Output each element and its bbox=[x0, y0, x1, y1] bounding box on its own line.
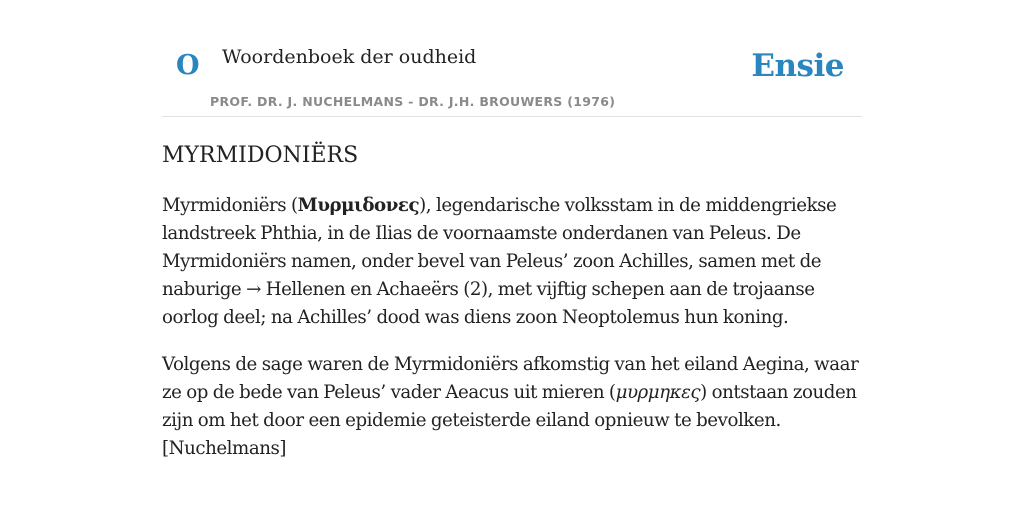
article-header bbox=[162, 0, 862, 117]
entry-title: MYRMIDONIËRS bbox=[162, 143, 359, 168]
entry-paragraph-2 bbox=[162, 351, 862, 463]
book-authors: PROF. DR. J. NUCHELMANS - DR. J.H. BROUWERS (1976) bbox=[210, 94, 616, 109]
arrow-right-icon: → bbox=[246, 279, 261, 301]
paragraph-text: en Achaeërs (2), met vijftig schepen aan de trojaanse oorlog deel; na Achilles’ dood was diens zoon Neoptolemus hun koning. bbox=[162, 279, 815, 329]
article-page bbox=[162, 0, 862, 463]
paragraph-text: Myrmidoniërs ( bbox=[162, 195, 298, 217]
crossref-link-hellenen[interactable]: Hellenen bbox=[265, 279, 346, 301]
brand-logo[interactable]: Ensie bbox=[751, 48, 844, 84]
greek-term: μυρμηκες bbox=[615, 382, 701, 404]
paragraph-text: ) ontstaan zouden zijn om het door een epidemie geteisterde eiland opnieuw te bevolken. [Nuchelmans] bbox=[162, 382, 857, 460]
paragraph-text: Volgens de sage waren de Myrmidoniërs afkomstig van het eiland Aegina, waar ze op de bede van Peleus’ vader Aeacus uit mieren ( bbox=[162, 354, 859, 404]
index-letter[interactable]: O bbox=[176, 50, 200, 81]
entry-paragraph-1 bbox=[162, 192, 862, 332]
greek-term: Μυρμιδονες bbox=[297, 195, 420, 217]
book-title[interactable]: Woordenboek der oudheid bbox=[222, 46, 477, 68]
paragraph-text: ), legendarische volksstam in de middengriekse landstreek Phthia, in de Ilias de voornaamste onderdanen van Peleus. De Myrmidoniërs namen, onder bevel van Peleus’ zoon Achilles, samen met de naburige bbox=[162, 195, 837, 301]
